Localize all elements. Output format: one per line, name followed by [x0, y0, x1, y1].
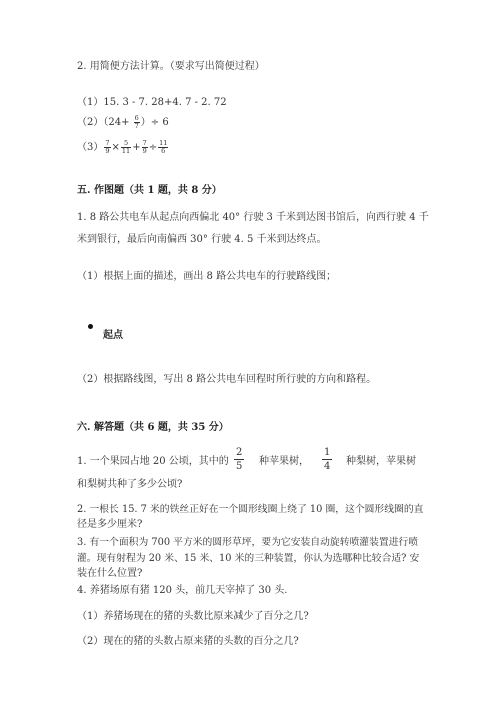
start-point-dot: [88, 324, 93, 329]
calc-item-3: [77, 140, 169, 155]
section-5-sub-question-1: （1）根据上面的描述，画出 8 路公共电车的行驶路线图；: [77, 271, 337, 282]
fraction-numerator: 11: [159, 139, 168, 147]
section-6-heading: 六. 解答题（共 6 题，共 35 分）: [77, 422, 229, 433]
section-6-question-2-line-1: 2. 一根长 15. 7 米的铁丝正好在一个圆形线圈上绕了 10 圈，这个圆形线圈的直: [77, 504, 424, 515]
section-5-heading: 五. 作图题（共 1 题，共 8 分）: [77, 185, 222, 196]
start-point-label: 起点: [103, 330, 123, 341]
fraction: [158, 140, 168, 155]
fraction-denominator: 4: [324, 461, 331, 472]
fraction-denominator: 11: [121, 146, 131, 155]
fraction-numerator: 1: [324, 447, 331, 458]
section-5-question-1-line-1: 1. 8 路公共电车从起点向西偏北 40° 行驶 3 千米到达图书馆后，向西行驶 4 千: [77, 212, 429, 223]
fraction: [134, 115, 140, 130]
fraction-denominator: 9: [142, 146, 147, 155]
section-5-sub-question-2: （2）根据路线图，写出 8 路公共电车回程时所行驶的方向和路程。: [77, 374, 377, 385]
section-5-question-1-line-2: 米到银行，最后向南偏西 30° 行驶 4. 5 千米到达终点。: [77, 234, 327, 245]
section-6-question-1-part-1: 1. 一个果园占地 20 公顷，其中的: [77, 456, 229, 467]
fraction-numerator: 2: [236, 447, 243, 458]
fraction-numerator: 7: [105, 139, 110, 147]
calc-item-2: [77, 115, 169, 130]
operator: ×: [111, 141, 120, 153]
section-6-question-3-line-3: 装在什么位置?: [77, 568, 143, 579]
fraction-denominator: 5: [236, 461, 243, 472]
section-6-question-1-line-2: 和梨树共种了多少公顷?: [77, 479, 183, 490]
section-6-question-1-part-3: 种梨树，苹果树: [346, 456, 416, 467]
section-6-question-4-line-1: 4. 养猪场原有猪 120 头，前几天宰掉了 30 头.: [77, 585, 288, 596]
calc-item-3-prefix: （3）: [77, 141, 104, 153]
fraction-numerator: 7: [142, 139, 147, 147]
section-6-question-4-sub-1: （1）养猪场现在的猪的头数比原来减少了百分之几?: [77, 611, 309, 622]
calc-item-1: （1）15. 3 - 7. 28+4. 7 - 2. 72: [77, 97, 227, 108]
fraction-denominator: 6: [161, 146, 166, 155]
fraction: [322, 446, 332, 473]
fraction-denominator: 9: [105, 146, 110, 155]
fraction-numerator: 5: [121, 140, 131, 148]
calc-item-2-prefix: （2）（24+: [77, 116, 133, 128]
fraction: [121, 140, 131, 155]
section-6-question-2-line-2: 径是多少厘米?: [77, 519, 143, 530]
fraction: [142, 140, 148, 155]
fraction-numerator: 6: [134, 114, 139, 122]
section-6-question-4-sub-2: （2）现在的猪的头数占原来猪的头数的百分之几?: [77, 636, 299, 647]
fraction: [104, 140, 110, 155]
section-6-question-3-line-1: 3. 有一个面积为 700 平方米的圆形草坪，要为它安装自动旋转喷灌装置进行喷: [77, 537, 419, 548]
operator: +: [132, 141, 141, 153]
fraction-denominator: 7: [134, 121, 139, 130]
fraction: [234, 446, 244, 473]
section-6-question-1-part-2: 种苹果树，: [259, 456, 309, 467]
calc-item-2-suffix: ）÷ 6: [140, 116, 169, 128]
question-2-title: 2. 用简便方法计算。（要求写出简便过程）: [77, 61, 265, 72]
section-6-question-3-line-2: 灌。现有射程为 20 米、15 米、10 米的三种装置，你认为选哪种比较合适? 安: [77, 553, 420, 564]
operator: ÷: [148, 141, 158, 153]
